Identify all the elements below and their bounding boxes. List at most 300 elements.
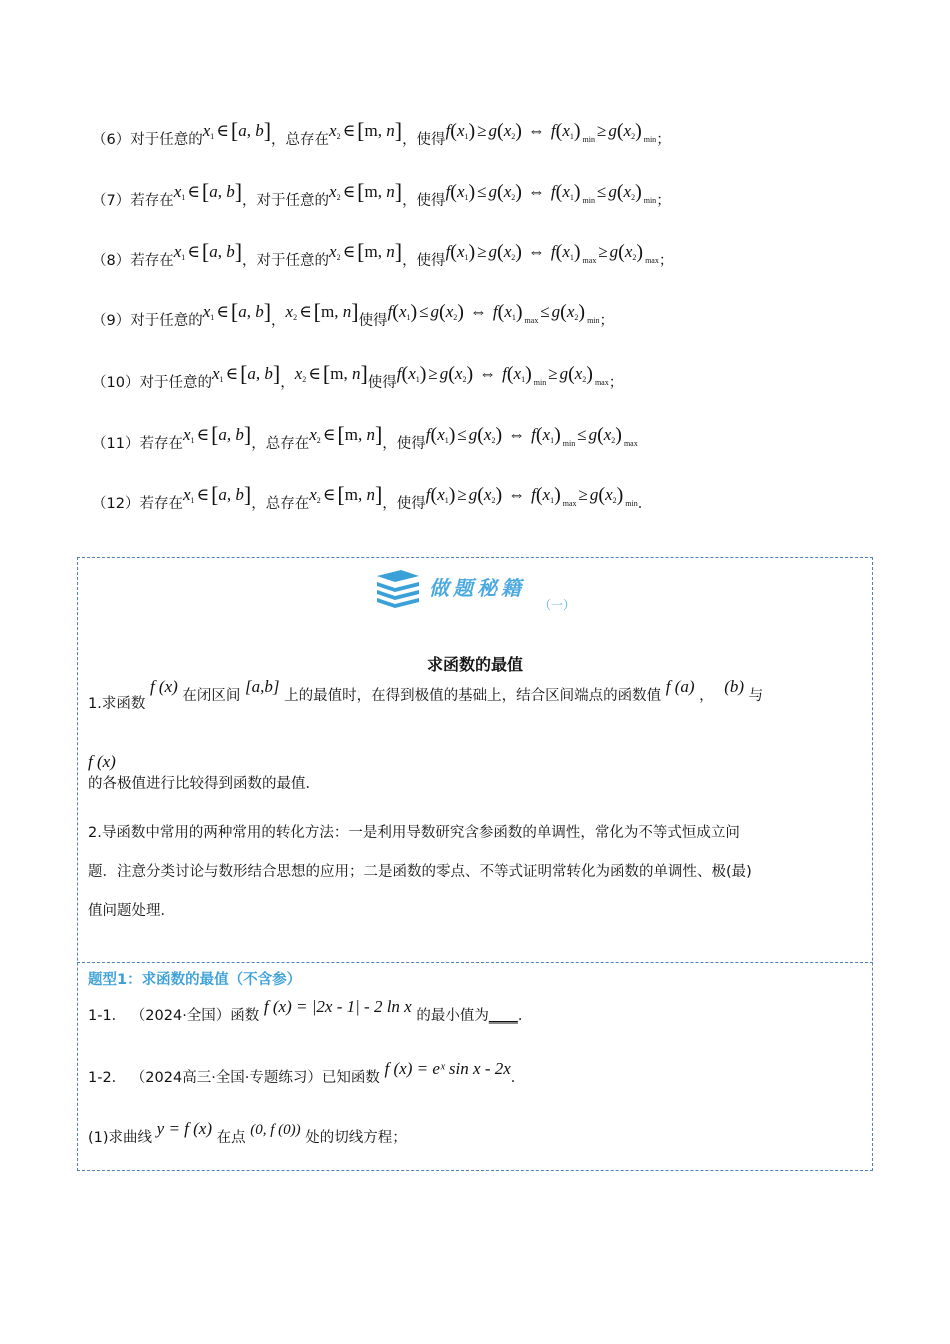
fn-symbol: g <box>430 302 440 321</box>
extreme-subscript: min <box>643 135 657 144</box>
paren: ( <box>618 241 625 263</box>
in-symbol: ∈ <box>187 242 200 261</box>
var-n: n <box>386 182 395 201</box>
bracket: [ <box>230 299 239 324</box>
book-stack-icon <box>373 568 421 608</box>
paren: ) <box>615 424 622 446</box>
condition-label: （6）对于任意的 <box>92 132 203 148</box>
relation-symbol: ≤ <box>540 302 550 321</box>
var-x: x <box>513 364 522 383</box>
bracket: ] <box>263 118 272 143</box>
extreme-subscript: min <box>582 135 595 144</box>
var-x: x <box>202 121 211 140</box>
comma: , <box>246 302 251 321</box>
paren: ( <box>597 424 604 446</box>
bracket: ] <box>272 361 281 386</box>
comma: , <box>217 182 222 201</box>
condition-connector: ，使得 <box>402 193 446 209</box>
paren: ( <box>497 181 504 203</box>
condition-connector: ，总存在 <box>251 496 310 512</box>
fn-symbol: g <box>559 364 569 383</box>
condition-connector: ，对于任意的 <box>242 253 330 269</box>
subscript: 1 <box>569 132 574 141</box>
bracket: ] <box>394 239 403 264</box>
subscript: 2 <box>582 375 587 384</box>
var-n: n <box>366 485 375 504</box>
bracket: ] <box>360 361 368 386</box>
var-x: x <box>173 242 182 261</box>
bracket: [ <box>211 482 219 507</box>
paren: ( <box>616 120 624 142</box>
fn-symbol: f <box>396 364 402 383</box>
subscript: 1 <box>444 496 449 505</box>
fn-symbol: g <box>609 242 619 261</box>
question-part-1 <box>88 1119 407 1147</box>
condition-x1-domain <box>173 239 243 264</box>
var-a: a <box>247 364 256 383</box>
paren: ( <box>616 181 624 203</box>
paren: ( <box>430 424 438 446</box>
paren: ) <box>468 120 476 142</box>
bracket: ] <box>263 299 272 324</box>
paren: ( <box>450 181 457 203</box>
para-1-line-2 <box>88 752 320 801</box>
relation-symbol: ≥ <box>428 364 438 383</box>
question-1-1 <box>88 997 533 1025</box>
subscript: 2 <box>631 132 636 141</box>
subscript: 1 <box>181 253 186 262</box>
subscript: 2 <box>336 253 341 262</box>
paren: ) <box>636 241 644 263</box>
math-fb: (b) <box>724 677 745 696</box>
var-a: a <box>238 302 247 321</box>
condition-end: ； <box>656 132 671 148</box>
paren: ) <box>573 120 581 142</box>
condition-connector: ，使得 <box>382 436 426 452</box>
condition-x2-domain <box>329 118 403 143</box>
extreme-subscript: max <box>524 316 539 325</box>
condition-line <box>92 239 674 273</box>
fn-symbol: f <box>425 485 431 504</box>
comma: , <box>343 364 348 383</box>
para-2-line-3: 值问题处理． <box>88 903 175 919</box>
comma: , <box>377 242 382 261</box>
fn-symbol: f <box>531 425 536 444</box>
fn-symbol: g <box>468 485 478 504</box>
var-x: x <box>437 485 445 504</box>
fn-symbol: f <box>492 302 498 321</box>
paren: ( <box>439 301 446 323</box>
condition-line <box>92 361 624 395</box>
condition-x2-domain <box>285 299 359 324</box>
subscript: 2 <box>632 253 637 262</box>
q3-point: (0, f (0)) <box>250 1122 301 1138</box>
fn-symbol: f <box>445 182 451 201</box>
paren: ( <box>497 120 504 142</box>
subscript: 1 <box>415 375 420 384</box>
condition-end: ； <box>658 253 674 269</box>
math-fx-2: f (x) <box>88 752 116 771</box>
paren: ( <box>555 120 563 142</box>
var-x: x <box>398 302 407 321</box>
banner-title: 做题秘籍 <box>429 576 525 600</box>
paren: ) <box>554 424 561 446</box>
paren: ( <box>535 424 543 446</box>
fn-symbol: f <box>550 121 556 140</box>
condition-end: ； <box>656 193 671 209</box>
paren: ) <box>495 424 503 446</box>
subscript: 1 <box>210 313 215 322</box>
banner-subtitle: （一） <box>539 598 576 612</box>
paren: ( <box>598 484 606 506</box>
relation-symbol: ≥ <box>578 485 588 504</box>
var-n: n <box>386 121 395 140</box>
subscript: 2 <box>453 313 458 322</box>
var-x: x <box>605 485 613 504</box>
paren: ( <box>555 241 563 263</box>
bracket: ] <box>394 179 403 204</box>
paren: ) <box>616 484 624 506</box>
fn-symbol: g <box>608 182 617 201</box>
in-symbol: ∈ <box>342 121 356 140</box>
in-symbol: ∈ <box>322 425 336 444</box>
fn-symbol: g <box>608 121 617 140</box>
paren: ) <box>635 120 642 142</box>
paren: ) <box>468 181 476 203</box>
fn-symbol: f <box>425 425 431 444</box>
var-m: m <box>364 121 378 140</box>
subscript: 2 <box>491 436 496 445</box>
var-x: x <box>309 485 317 504</box>
var-x: x <box>456 242 465 261</box>
p1-text-4: ， <box>699 688 714 704</box>
bracket: [ <box>313 299 321 324</box>
var-x: x <box>211 364 220 383</box>
subscript: 1 <box>190 496 195 505</box>
condition-connector: ，总存在 <box>251 436 310 452</box>
extreme-subscript: max <box>582 256 597 265</box>
comma: , <box>377 182 382 201</box>
extreme-subscript: max <box>623 439 638 448</box>
paren: ) <box>586 363 593 385</box>
math-fx: f (x) <box>149 677 178 696</box>
question-type-title: 题型1：求函数的最值（不含参） <box>88 972 302 988</box>
paren: ( <box>477 484 484 506</box>
in-symbol: ∈ <box>308 364 321 383</box>
var-n: n <box>351 364 361 383</box>
relation-symbol: ≤ <box>419 302 429 321</box>
question-1-2 <box>88 1059 526 1087</box>
bracket: [ <box>337 482 345 507</box>
condition-x2-domain <box>309 422 383 447</box>
var-m: m <box>364 242 378 261</box>
var-x: x <box>437 425 445 444</box>
relation-symbol: ≤ <box>457 425 467 444</box>
var-x: x <box>483 425 492 444</box>
condition-connector: 使得 <box>367 375 397 391</box>
var-x: x <box>173 182 182 201</box>
var-x: x <box>329 121 337 140</box>
var-x: x <box>623 121 632 140</box>
fn-symbol: f <box>502 364 507 383</box>
q2-source: （2024高三·全国·专题练习）已知函数 <box>130 1070 380 1086</box>
subscript: 2 <box>336 193 341 202</box>
paren: ) <box>457 301 464 323</box>
condition-line <box>92 299 615 333</box>
bracket: ] <box>243 482 252 507</box>
subscript: 2 <box>511 193 516 202</box>
var-b: b <box>264 364 273 383</box>
q3-text-1: (1)求曲线 <box>88 1130 153 1146</box>
var-b: b <box>235 485 244 504</box>
paren: ( <box>448 363 455 385</box>
var-x: x <box>445 302 454 321</box>
in-symbol: ∈ <box>216 121 229 140</box>
condition-connector: ，使得 <box>382 496 426 512</box>
paren: ( <box>450 241 457 263</box>
var-x: x <box>623 182 632 201</box>
fn-symbol: f <box>445 121 451 140</box>
bracket: [ <box>230 118 239 143</box>
bracket: ] <box>374 482 383 507</box>
condition-line <box>92 179 671 213</box>
condition-x2-domain <box>294 361 368 386</box>
section-title: 求函数的最值 <box>426 655 523 674</box>
fn-symbol: f <box>550 182 556 201</box>
subscript: 2 <box>574 313 579 322</box>
condition-connector: ，总存在 <box>271 132 330 148</box>
subscript: 1 <box>569 253 574 262</box>
q3-curve: y = f (x) <box>156 1119 213 1138</box>
paren: ( <box>450 120 457 142</box>
subscript: 2 <box>316 496 321 505</box>
condition-x1-domain <box>211 361 281 386</box>
subscript: 2 <box>336 132 341 141</box>
bracket: [ <box>211 422 219 447</box>
condition-connector: ， <box>271 313 286 329</box>
bracket: ] <box>243 422 252 447</box>
fn-symbol: g <box>551 302 561 321</box>
subscript: 1 <box>210 132 215 141</box>
paren: ) <box>515 241 522 263</box>
q3-text-2: 在点 <box>216 1130 246 1146</box>
var-x: x <box>603 425 612 444</box>
subscript: 2 <box>612 496 617 505</box>
var-m: m <box>330 364 344 383</box>
paren: ) <box>515 301 523 323</box>
subscript: 1 <box>181 193 186 202</box>
var-m: m <box>321 302 335 321</box>
extreme-subscript: min <box>643 196 657 205</box>
condition-inequality <box>396 363 609 387</box>
condition-inequality <box>445 120 657 144</box>
var-x: x <box>456 182 465 201</box>
paren: ) <box>448 424 456 446</box>
iff-symbol: ⇔ <box>508 425 526 444</box>
condition-inequality <box>445 181 657 205</box>
math-fa: f (a) <box>665 677 695 696</box>
var-b: b <box>226 182 235 201</box>
condition-connector: 使得 <box>358 313 388 329</box>
relation-symbol: ≥ <box>598 242 608 261</box>
comma: , <box>217 242 222 261</box>
in-symbol: ∈ <box>342 242 356 261</box>
q1-blank: ____ <box>488 1008 518 1024</box>
iff-symbol: ⇔ <box>527 182 545 201</box>
paren: ( <box>497 301 505 323</box>
var-x: x <box>503 242 512 261</box>
var-n: n <box>366 425 375 444</box>
iff-symbol: ⇔ <box>479 364 497 383</box>
paren: ) <box>573 181 581 203</box>
condition-x1-domain <box>202 299 272 324</box>
condition-label: （7）若存在 <box>92 193 174 209</box>
comma: , <box>357 485 363 504</box>
condition-connector: ，对于任意的 <box>242 193 330 209</box>
var-x: x <box>562 182 570 201</box>
var-b: b <box>255 302 264 321</box>
var-x: x <box>182 485 191 504</box>
condition-x1-domain <box>202 118 272 143</box>
subscript: 2 <box>462 375 467 384</box>
var-m: m <box>364 182 378 201</box>
var-x: x <box>309 425 317 444</box>
condition-end: ． <box>637 496 653 512</box>
subscript: 2 <box>491 496 496 505</box>
comma: , <box>226 425 232 444</box>
bracket: ] <box>374 422 383 447</box>
q1-tail: 的最小值为 <box>416 1008 489 1024</box>
var-x: x <box>329 242 337 261</box>
condition-inequality <box>425 484 638 508</box>
subscript: 1 <box>550 496 555 505</box>
extreme-subscript: max <box>562 499 577 508</box>
condition-label: （8）若存在 <box>92 253 174 269</box>
var-m: m <box>344 485 358 504</box>
paren: ( <box>477 424 484 446</box>
subscript: 2 <box>316 436 321 445</box>
bracket: [ <box>337 422 345 447</box>
condition-line <box>92 422 638 456</box>
condition-inequality <box>445 241 659 265</box>
p1-text-1: 1.求函数 <box>88 696 146 712</box>
paren: ( <box>560 301 567 323</box>
condition-x2-domain <box>329 179 403 204</box>
subscript: 1 <box>464 132 469 141</box>
var-x: x <box>624 242 633 261</box>
paren: ( <box>401 363 409 385</box>
condition-label: （11）若存在 <box>92 436 183 452</box>
paren: ) <box>635 181 642 203</box>
var-x: x <box>202 302 211 321</box>
paren: ( <box>497 241 504 263</box>
q1-expression: f (x) = |2x - 1| - 2 ln x <box>263 997 412 1016</box>
paren: ( <box>430 484 438 506</box>
extreme-subscript: max <box>645 256 659 265</box>
var-x: x <box>483 485 492 504</box>
banner <box>373 566 593 612</box>
fn-symbol: g <box>488 182 498 201</box>
in-symbol: ∈ <box>342 182 356 201</box>
extreme-subscript: min <box>533 378 547 387</box>
paren: ) <box>410 301 418 323</box>
var-x: x <box>542 425 551 444</box>
q1-source: （2024·全国）函数 <box>130 1008 260 1024</box>
q1-number: 1-1． <box>88 1008 127 1024</box>
condition-end: ； <box>599 313 615 329</box>
condition-connector: ， <box>280 375 295 391</box>
paren: ( <box>555 181 563 203</box>
var-x: x <box>562 242 570 261</box>
p1-text-6: 的各极值进行比较得到函数的最值． <box>88 776 320 792</box>
subscript: 1 <box>444 436 449 445</box>
paren: ( <box>506 363 514 385</box>
iff-symbol: ⇔ <box>527 121 545 140</box>
var-x: x <box>454 364 463 383</box>
bracket: ] <box>394 118 403 143</box>
relation-symbol: ≤ <box>597 182 607 201</box>
var-x: x <box>562 121 570 140</box>
subscript: 1 <box>521 375 526 384</box>
condition-x1-domain <box>182 482 252 507</box>
var-x: x <box>182 425 191 444</box>
relation-symbol: ≥ <box>477 121 487 140</box>
var-x: x <box>542 485 551 504</box>
fn-symbol: g <box>589 485 599 504</box>
relation-symbol: ≥ <box>477 242 487 261</box>
var-x: x <box>503 182 512 201</box>
subscript: 2 <box>631 193 636 202</box>
fn-symbol: f <box>445 242 451 261</box>
in-symbol: ∈ <box>225 364 239 383</box>
relation-symbol: ≥ <box>597 121 607 140</box>
para-2-line-1: 2.导函数中常用的两种常用的转化方法：一是利用导数研究含参函数的单调性，常化为不等式恒成立问 <box>88 825 740 841</box>
var-x: x <box>504 302 512 321</box>
comma: , <box>334 302 339 321</box>
bracket: [ <box>322 361 331 386</box>
paren: ) <box>525 363 532 385</box>
bracket: [ <box>201 179 210 204</box>
fn-symbol: f <box>387 302 393 321</box>
in-symbol: ∈ <box>187 182 200 201</box>
bracket: ] <box>234 179 243 204</box>
subscript: 2 <box>511 253 516 262</box>
var-a: a <box>209 182 218 201</box>
iff-symbol: ⇔ <box>469 302 487 321</box>
q2-number: 1-2． <box>88 1070 127 1086</box>
var-x: x <box>408 364 416 383</box>
fn-symbol: g <box>588 425 598 444</box>
extreme-subscript: min <box>625 499 638 508</box>
bracket: [ <box>357 239 365 264</box>
extreme-subscript: min <box>562 439 576 448</box>
paren: ) <box>515 120 522 142</box>
extreme-subscript: min <box>587 316 600 325</box>
var-x: x <box>329 182 337 201</box>
var-b: b <box>255 121 264 140</box>
var-x: x <box>566 302 575 321</box>
condition-line <box>92 482 653 516</box>
extreme-subscript: max <box>594 378 609 387</box>
subscript: 1 <box>569 193 574 202</box>
subscript: 1 <box>511 313 516 322</box>
condition-label: （9）对于任意的 <box>92 313 203 329</box>
relation-symbol: ≤ <box>577 425 587 444</box>
bracket: [ <box>240 361 248 386</box>
subscript: 2 <box>293 313 298 322</box>
fn-symbol: g <box>488 242 498 261</box>
var-a: a <box>218 485 227 504</box>
